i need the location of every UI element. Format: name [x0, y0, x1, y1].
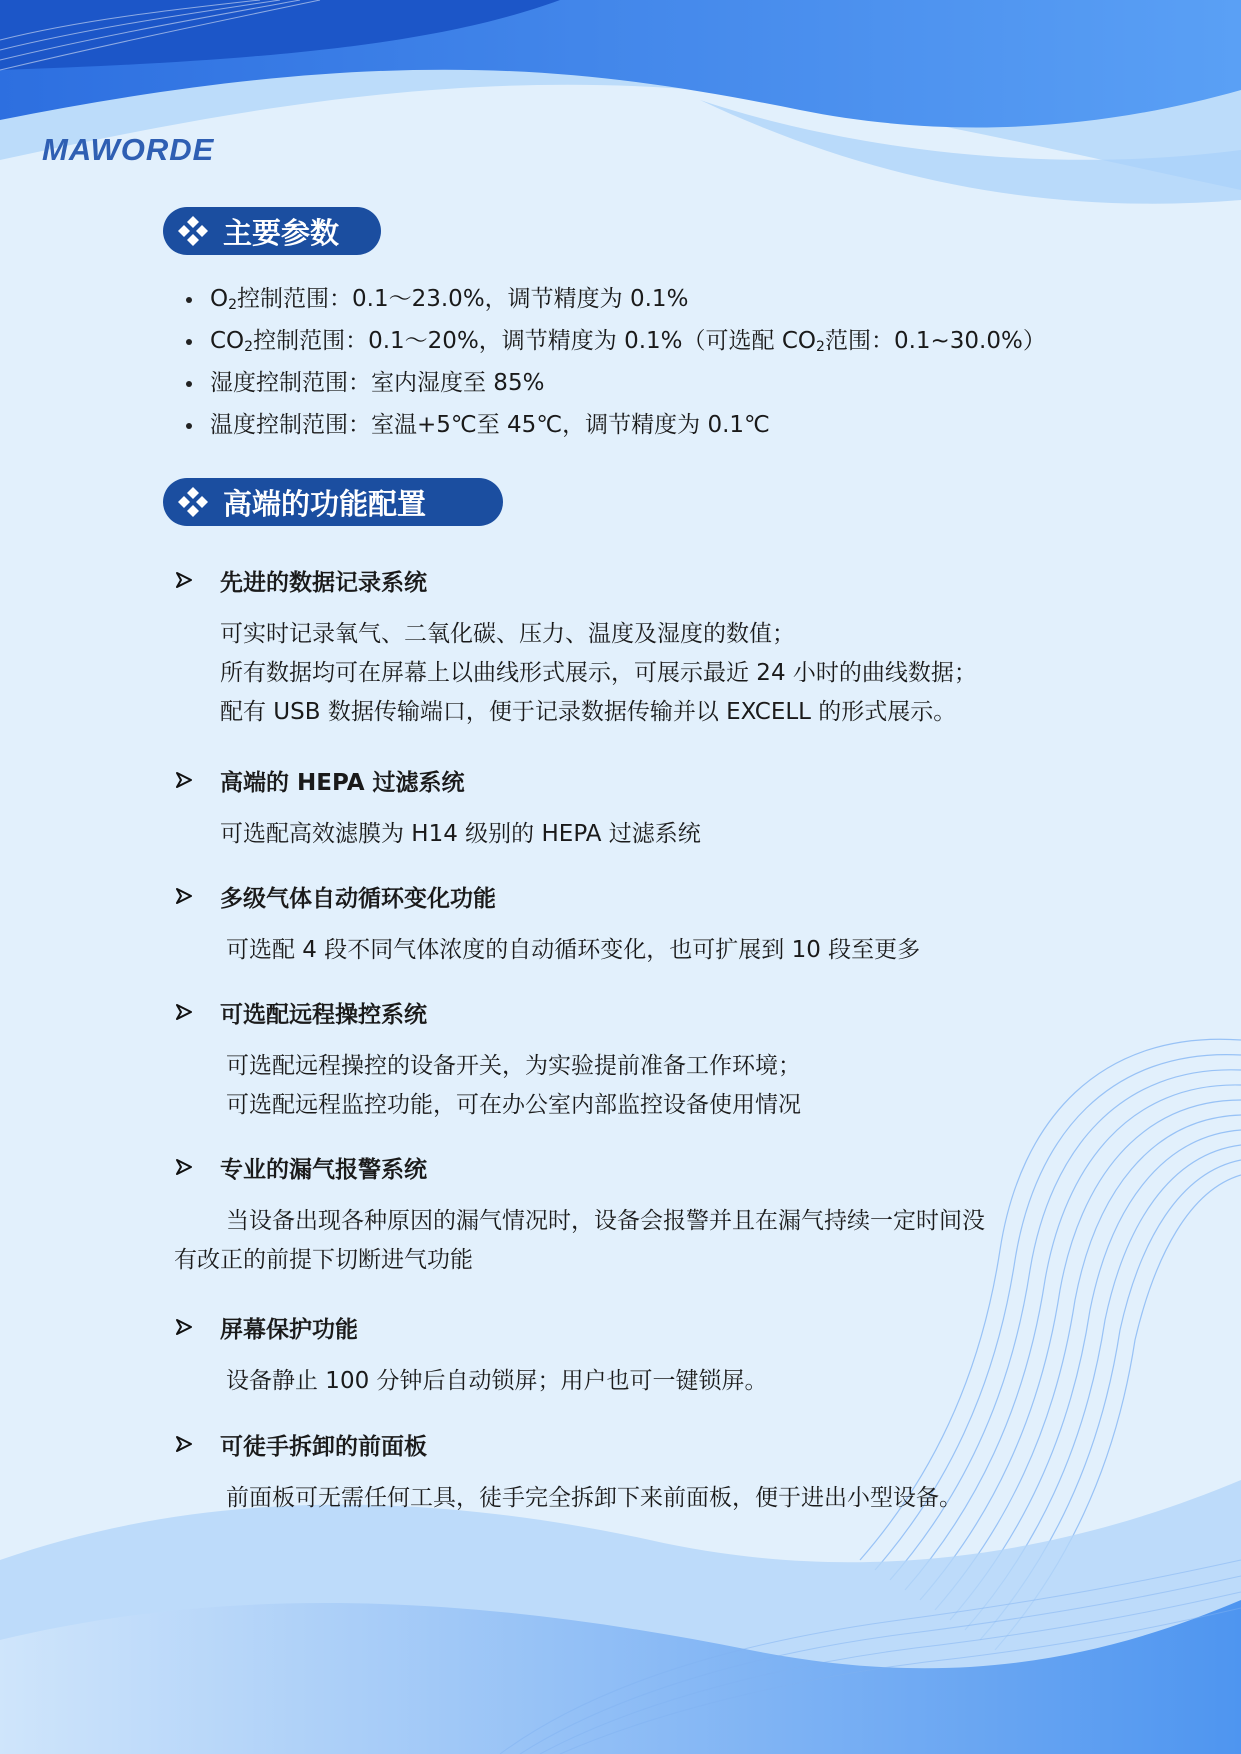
feature-desc-line: 可选配 4 段不同气体浓度的自动循环变化，也可扩展到 10 段至更多: [226, 937, 921, 963]
feature-title: 先进的数据记录系统: [220, 569, 427, 596]
feature-desc-line: 设备静止 100 分钟后自动锁屏；用户也可一键锁屏。: [226, 1368, 768, 1394]
section-header-main-params: [163, 207, 381, 255]
section-header-features-label: 高端的功能配置: [223, 486, 427, 521]
feature-front-panel: [174, 1427, 962, 1518]
feature-desc-line: 前面板可无需任何工具，徒手完全拆卸下来前面板，便于进出小型设备。: [226, 1485, 962, 1511]
feature-title: 多级气体自动循环变化功能: [220, 885, 496, 912]
feature-gas-cycle: [174, 879, 920, 970]
feature-data-logging: [174, 563, 977, 732]
feature-desc-line: 当设备出现各种原因的漏气情况时，设备会报警并且在漏气持续一定时间没: [226, 1208, 985, 1234]
diamond-cluster-icon: [177, 486, 209, 518]
arrowhead-bullet-icon: [174, 771, 194, 789]
param-item-humidity: 湿度控制范围：室内湿度至 85%: [186, 362, 1046, 404]
param-list: [186, 278, 1046, 446]
section-header-features: [163, 478, 503, 526]
param-item-co2: $CO_2$控制范围：0.1～20%，调节精度为 0.1%（可选配 $CO_2$范围：0.1~30.0%）: [186, 320, 1046, 362]
feature-title: 高端的 HEPA 过滤系统: [220, 769, 465, 796]
arrowhead-bullet-icon: [174, 1318, 194, 1336]
feature-desc-line: 可选配远程操控的设备开关，为实验提前准备工作环境；: [226, 1053, 801, 1079]
arrowhead-bullet-icon: [174, 1158, 194, 1176]
arrowhead-bullet-icon: [174, 571, 194, 589]
section-header-main-params-label: 主要参数: [223, 215, 340, 250]
feature-hepa: [174, 763, 701, 854]
feature-screen-lock: [174, 1310, 768, 1401]
feature-title: 屏幕保护功能: [220, 1316, 358, 1343]
arrowhead-bullet-icon: [174, 1003, 194, 1021]
feature-desc-line: 配有 USB 数据传输端口，便于记录数据传输并以 EXCELL 的形式展示。: [220, 699, 957, 725]
feature-title: 可徒手拆卸的前面板: [220, 1433, 427, 1460]
feature-title: 可选配远程操控系统: [220, 1001, 427, 1028]
feature-title: 专业的漏气报警系统: [220, 1156, 427, 1183]
feature-desc-line: 可选配高效滤膜为 H14 级别的 HEPA 过滤系统: [220, 821, 701, 847]
arrowhead-bullet-icon: [174, 887, 194, 905]
feature-desc-line: 可选配远程监控功能，可在办公室内部监控设备使用情况: [226, 1092, 801, 1118]
feature-desc-line: 可实时记录氧气、二氧化碳、压力、温度及湿度的数值；: [220, 621, 795, 647]
feature-desc-line: 所有数据均可在屏幕上以曲线形式展示，可展示最近 24 小时的曲线数据；: [220, 660, 977, 686]
arrowhead-bullet-icon: [174, 1435, 194, 1453]
diamond-cluster-icon: [177, 215, 209, 247]
param-item-o2: $O_2$控制范围：0.1～23.0%，调节精度为 0.1%: [186, 278, 1046, 320]
param-item-temperature: 温度控制范围：室温+5℃至 45℃，调节精度为 0.1℃: [186, 404, 1046, 446]
feature-remote-control: [174, 995, 801, 1125]
feature-leak-alarm: [174, 1150, 985, 1280]
brand-logo: MAWORDE: [42, 132, 215, 167]
feature-desc-line: 有改正的前提下切断进气功能: [174, 1247, 473, 1273]
